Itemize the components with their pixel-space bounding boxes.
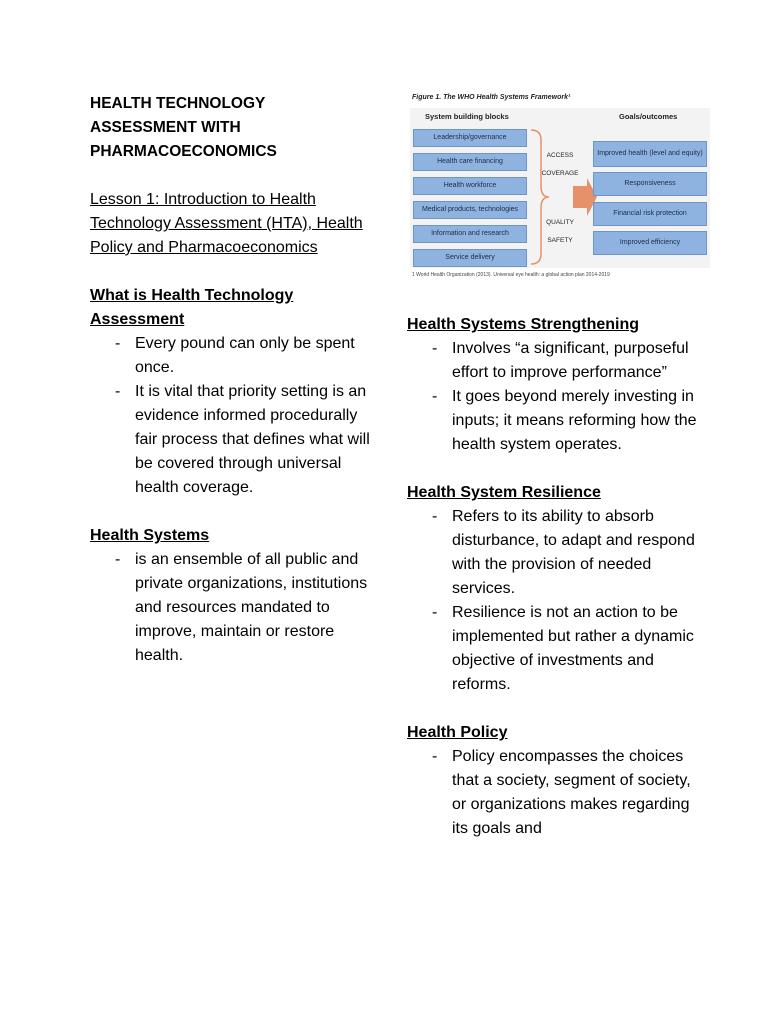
list-item: - is an ensemble of all public and private organizations, institutions and resources mandated to improve, maintain or restore health. [115, 551, 368, 664]
lesson-title: Lesson 1: Introduction to Health Technology Assessment (HTA), Health Policy and Pharmacoeconomics [90, 191, 363, 256]
section-heading-health-policy: Health Policy [407, 724, 508, 741]
bullet-list [407, 337, 707, 457]
bullet-list [407, 505, 707, 697]
section-heading-resilience: Health System Resilience [407, 484, 601, 501]
goal-block: Financial risk protection [593, 202, 707, 226]
goal-block: Responsiveness [593, 172, 707, 196]
building-block: Service delivery [413, 249, 527, 267]
bullet-list [407, 745, 707, 841]
who-framework-figure [407, 92, 710, 284]
middle-label: SAFETY [547, 237, 573, 244]
middle-label: ACCESS [546, 152, 574, 159]
figure-left-header: System building blocks [425, 112, 509, 121]
list-item: - Involves “a significant, purposeful effort to improve performance” [432, 340, 689, 381]
right-column [407, 313, 707, 841]
middle-label: COVERAGE [541, 170, 579, 177]
list-item: - Resilience is not an action to be implemented but rather a dynamic objective of investments and reforms. [432, 604, 694, 693]
left-column [90, 92, 375, 668]
section-heading-hta: What is Health Technology Assessment [90, 287, 294, 328]
bracket-arrow-graphic [527, 126, 597, 268]
title-line: PHARMACOECONOMICS [90, 143, 277, 160]
figure-caption: Figure 1. The WHO Health Systems Framework¹ [412, 94, 571, 101]
figure-source: 1 World Health Organization (2013). Universal eye health: a global action plan 2014-2019 [412, 272, 610, 278]
list-item: - Refers to its ability to absorb disturbance, to adapt and respond with the provision of needed services. [432, 508, 695, 597]
title-line: ASSESSMENT WITH [90, 119, 241, 136]
figure-right-header: Goals/outcomes [619, 112, 678, 121]
list-item: - It goes beyond merely investing in inputs; it means reforming how the health system operates. [432, 388, 697, 453]
document-title [90, 92, 375, 164]
building-block: Health workforce [413, 177, 527, 195]
section-heading-strengthening: Health Systems Strengthening [407, 316, 640, 333]
building-block: Medical products, technologies [413, 201, 527, 219]
building-block: Information and research [413, 225, 527, 243]
title-line: HEALTH TECHNOLOGY [90, 95, 266, 112]
bullet-list [90, 548, 375, 668]
list-item: - Policy encompasses the choices that a society, segment of society, or organizations makes regarding its goals and [432, 748, 691, 837]
list-item: - Every pound can only be spent once. [115, 335, 355, 376]
building-block: Leadership/governance [413, 129, 527, 147]
middle-label: QUALITY [546, 219, 574, 226]
goal-block: Improved efficiency [593, 231, 707, 255]
goal-block: Improved health (level and equity) [593, 141, 707, 167]
building-block: Health care financing [413, 153, 527, 171]
list-item: - It is vital that priority setting is an evidence informed procedurally fair process that defines what will be covered through universal health coverage. [115, 383, 370, 496]
bullet-list [90, 332, 375, 500]
section-heading-health-systems: Health Systems [90, 527, 210, 544]
